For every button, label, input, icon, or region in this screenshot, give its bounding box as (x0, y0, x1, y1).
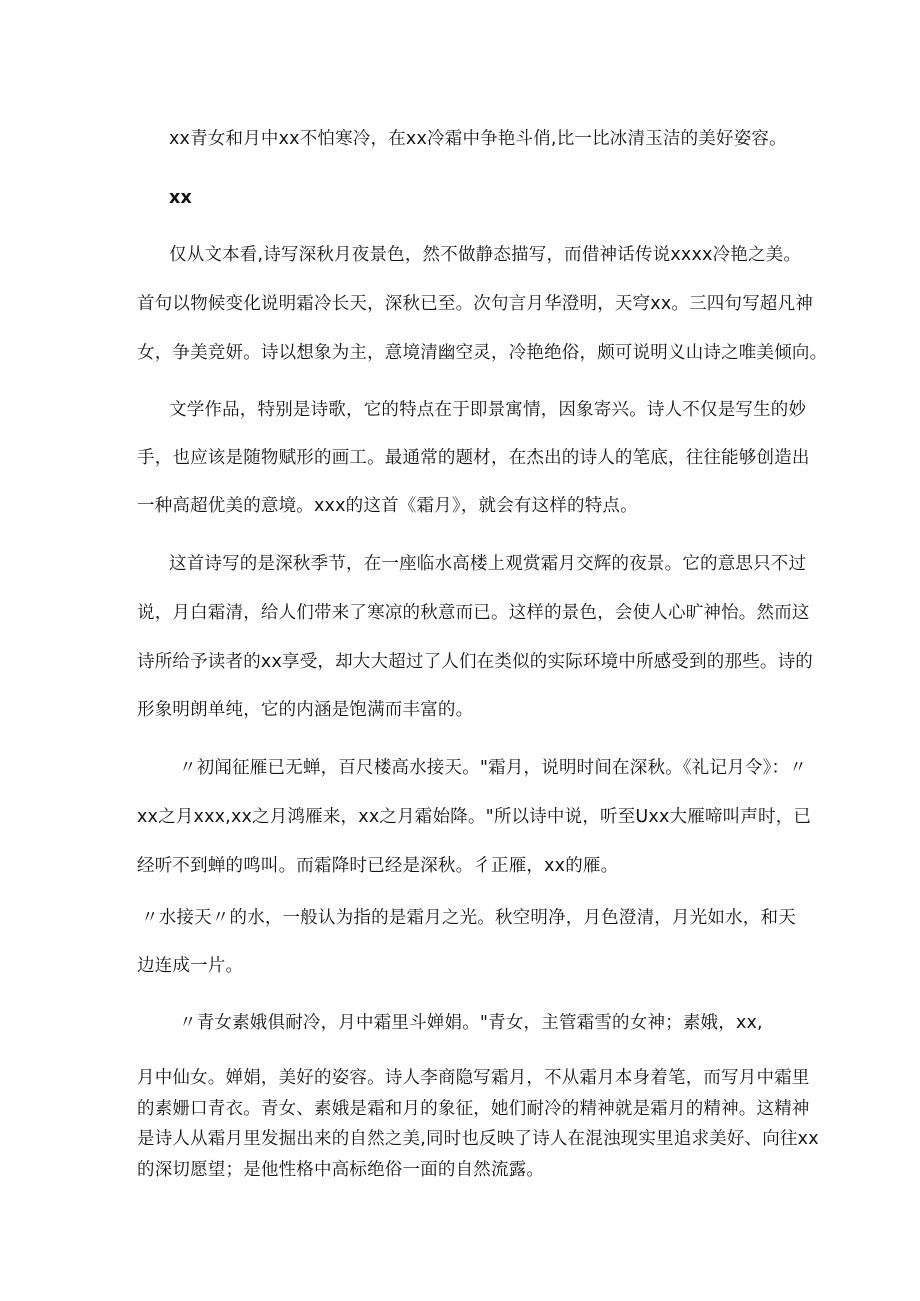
text-line: 边连成一片。 (137, 956, 244, 976)
text-line: 是诗人从霜月里发掘出来的自然之美,同时也反映了诗人在混浊现实里追求美好、向往xx (137, 1129, 819, 1149)
text-line: 的深切愿望；是他性格中高标绝俗一面的自然流露。 (137, 1160, 545, 1180)
text-line: 手，也应该是随物赋形的画工。最通常的题材，在杰出的诗人的笔底，往往能够创造出 (137, 448, 810, 468)
text-line: 经听不到蝉的鸣叫。而霜降时已经是深秋。彳正雁，xx的雁。 (137, 856, 619, 876)
section-heading: xx (169, 188, 192, 208)
text-line: 文学作品，特别是诗歌，它的特点在于即景寓情，因象寄兴。诗人不仅是写生的妙 (169, 400, 807, 420)
text-line: 诗所给予读者的xx享受，却大大超过了人们在类似的实际环境中所感受到的那些。诗的 (137, 652, 814, 672)
text-line: 月中仙女。婵娟，美好的姿容。诗人李商隐写霜月，不从霜月本身着笔，而写月中霜里 (137, 1068, 810, 1088)
text-line: 这首诗写的是深秋季节，在一座临水高楼上观赏霜月交辉的夜景。它的意思只不过 (169, 554, 807, 574)
text-line: 的素姗口青衣。青女、素娥是霜和月的象征，她们耐冷的精神就是霜月的精神。这精神 (137, 1099, 810, 1119)
text-line: 说，月白霜清，给人们带来了寒凉的秋意而已。这样的景色，会使人心旷神怡。然而这 (137, 603, 810, 623)
text-line: 女，争美竞妍。诗以想象为主，意境清幽空灵，冷艳绝俗，颇可说明义山诗之唯美倾向。 (137, 343, 828, 363)
text-line: xx之月xxx,xx之月鸿雁来，xx之月霜始降。"所以诗中说，听至Uxx大雁啼叫声时，已 (137, 807, 812, 827)
text-line: xx青女和月中xx不怕寒冷，在xx冷霜中争艳斗俏,比一比冰清玉洁的美好姿容。 (169, 129, 787, 149)
text-line: 一种高超优美的意境。xxx的这首《霜月》，就会有这样的特点。 (137, 496, 638, 516)
text-line: 〃青女素娥俱耐冷，月中霜里斗婵娟。"青女，主管霜雪的女神；素娥，xx, (179, 1013, 763, 1033)
text-line: 〃水接天〃的水，一般认为指的是霜月之光。秋空明净，月色澄清，月光如水，和天 (141, 908, 796, 928)
text-line: 首句以物候变化说明霜冷长天，深秋已至。次句言月华澄明，天穹xx。三四句写超凡神 (137, 294, 814, 314)
text-line: 形象明朗单纯，它的内涵是饱满而丰富的。 (137, 700, 474, 720)
text-line: 〃初闻征雁已无蝉，百尺楼高水接天。"霜月，说明时间在深秋。《礼记月令》：〃 (179, 758, 807, 778)
text-line: 仅从文本看,诗写深秋月夜景色，然不做静态描写，而借神话传说xxxx冷艳之美。 (169, 245, 802, 265)
